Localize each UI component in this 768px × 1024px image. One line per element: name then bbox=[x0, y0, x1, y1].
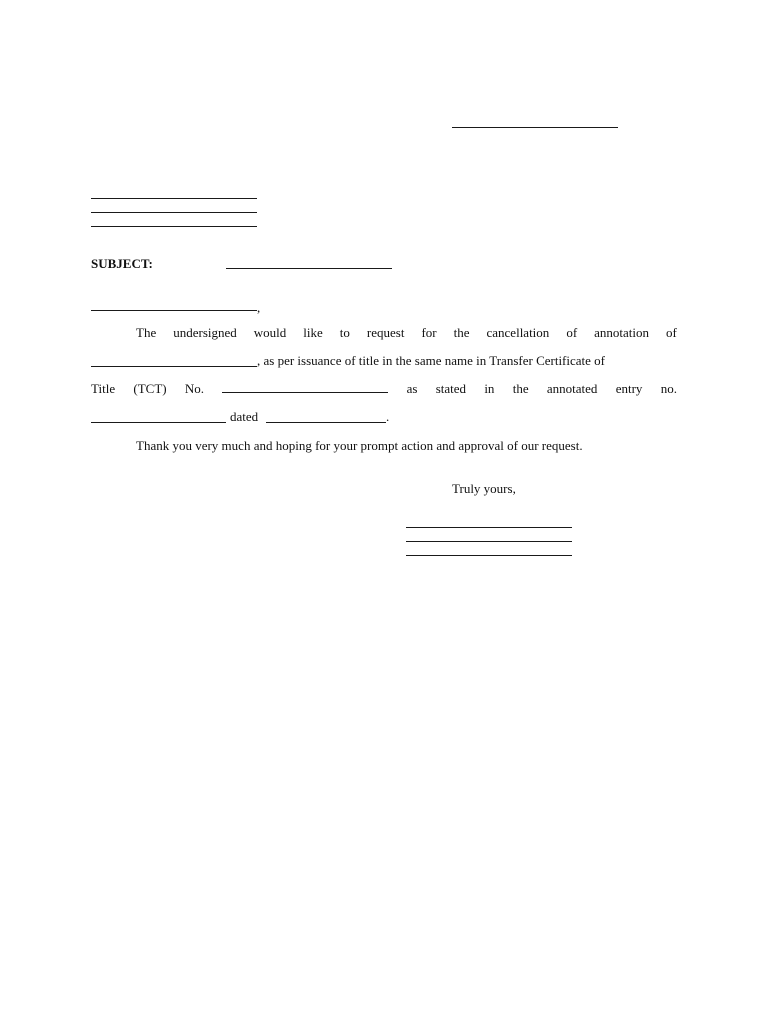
body-word: of bbox=[666, 325, 677, 340]
tct-number-blank-line[interactable] bbox=[222, 391, 388, 393]
annotation-blank-line[interactable] bbox=[91, 366, 257, 367]
body-word: to bbox=[339, 325, 350, 340]
body-end-period: . bbox=[386, 409, 390, 424]
date-blank-line[interactable] bbox=[452, 127, 618, 128]
dated-blank-line[interactable] bbox=[266, 422, 386, 423]
thanks-paragraph: Thank you very much and hoping for your prompt action and approval of our request. bbox=[136, 438, 583, 453]
closing-text: Truly yours, bbox=[452, 481, 516, 496]
entry-number-blank-line[interactable] bbox=[91, 422, 226, 423]
body-word: for bbox=[421, 325, 437, 340]
body-word: No. bbox=[184, 381, 205, 396]
body-word: annotation bbox=[594, 325, 650, 340]
body-word: cancellation bbox=[486, 325, 550, 340]
signature-blank-line-3[interactable] bbox=[406, 555, 572, 556]
body-line-1 bbox=[136, 325, 677, 341]
body-word: would bbox=[253, 325, 287, 340]
subject-label: SUBJECT: bbox=[91, 256, 153, 271]
body-word: the bbox=[512, 381, 529, 396]
dated-label: dated bbox=[230, 409, 259, 424]
body-word: of bbox=[566, 325, 578, 340]
recipient-blank-line-1[interactable] bbox=[91, 198, 257, 199]
body-word: annotated bbox=[546, 381, 598, 396]
body-word: stated bbox=[435, 381, 467, 396]
salutation-comma: , bbox=[257, 300, 261, 315]
body-word: request bbox=[366, 325, 405, 340]
body-word: no. bbox=[660, 381, 677, 396]
body-word: as bbox=[406, 381, 418, 396]
signature-blank-line-1[interactable] bbox=[406, 527, 572, 528]
signature-blank-line-2[interactable] bbox=[406, 541, 572, 542]
body-line-2-text: , as per issuance of title in the same name in Transfer Certificate of bbox=[257, 353, 606, 368]
body-word: in bbox=[484, 381, 495, 396]
body-word: (TCT) bbox=[133, 381, 167, 396]
body-word: The bbox=[136, 325, 157, 340]
body-word: entry bbox=[615, 381, 643, 396]
body-word: the bbox=[453, 325, 470, 340]
body-line-3 bbox=[91, 381, 677, 397]
recipient-blank-line-3[interactable] bbox=[91, 226, 257, 227]
body-word: Title bbox=[91, 381, 116, 396]
salutation-blank-line[interactable] bbox=[91, 310, 257, 311]
subject-blank-line[interactable] bbox=[226, 268, 392, 269]
body-word: like bbox=[303, 325, 323, 340]
body-word: undersigned bbox=[173, 325, 237, 340]
recipient-blank-line-2[interactable] bbox=[91, 212, 257, 213]
